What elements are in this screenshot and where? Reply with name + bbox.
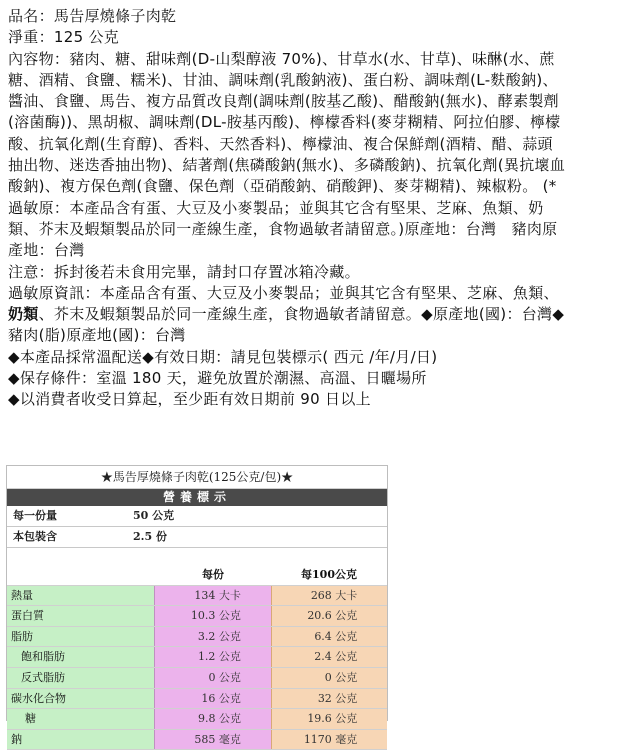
per-serving-cell bbox=[154, 668, 270, 688]
per-serving-cell bbox=[154, 689, 270, 709]
allergen-info bbox=[8, 283, 568, 347]
per-serving-value: 16 公克 bbox=[201, 691, 241, 705]
servings-label: 本包裝含 bbox=[13, 530, 57, 543]
per-serving-cell bbox=[154, 586, 270, 606]
nutrient-name: 反式脂肪 bbox=[7, 668, 154, 688]
per-100-value: 20.6 公克 bbox=[307, 609, 358, 623]
per-serving-value: 1.2 公克 bbox=[197, 650, 241, 664]
col-per-100: 每100公克 bbox=[271, 565, 387, 585]
per-100-cell bbox=[271, 627, 387, 647]
table-row bbox=[7, 606, 387, 627]
per-100-cell bbox=[271, 647, 387, 667]
per-100-value: 32 公克 bbox=[317, 691, 358, 705]
per-serving-value: 134 大卡 bbox=[194, 588, 241, 602]
serving-size-label: 每一份量 bbox=[13, 509, 57, 522]
per-serving-cell bbox=[154, 606, 270, 626]
per-100-value: 1170 毫克 bbox=[303, 732, 358, 746]
per-serving-cell bbox=[154, 627, 270, 647]
per-100-cell bbox=[271, 668, 387, 688]
per-serving-cell bbox=[154, 709, 270, 729]
notice: 注意：拆封後若未食用完畢，請封口存置冰箱冷藏。 bbox=[8, 262, 360, 281]
table-row bbox=[7, 586, 387, 607]
serving-size-value: 50 公克 bbox=[133, 509, 175, 522]
nutrient-name: 鈉 bbox=[7, 730, 154, 750]
allergen-bold: 奶類 bbox=[8, 305, 39, 324]
table-row bbox=[7, 730, 387, 750]
nutrition-rows bbox=[7, 586, 387, 750]
per-serving-value: 3.2 公克 bbox=[197, 629, 241, 643]
per-serving-cell bbox=[154, 730, 270, 750]
nutrient-name: 脂肪 bbox=[7, 627, 154, 647]
nutrient-name: 蛋白質 bbox=[7, 606, 154, 626]
table-row bbox=[7, 709, 387, 730]
storage-conditions: ◆保存條件：室溫 180 天，避免放置於潮濕、高溫、日曬場所 bbox=[8, 369, 427, 388]
per-serving-cell bbox=[154, 647, 270, 667]
servings-row bbox=[7, 527, 387, 548]
table-row bbox=[7, 627, 387, 648]
nutrient-name: 飽和脂肪 bbox=[7, 647, 154, 667]
serving-size-row bbox=[7, 506, 387, 527]
nutrition-table bbox=[7, 565, 387, 750]
per-100-value: 268 大卡 bbox=[310, 588, 358, 602]
per-100-cell bbox=[271, 586, 387, 606]
nutrient-name: 熱量 bbox=[7, 586, 154, 606]
per-100-cell bbox=[271, 606, 387, 626]
storage-delivery: ◆本產品採常溫配送◆有效日期：請見包裝標示( 西元 /年/月/日) bbox=[8, 347, 438, 366]
per-serving-value: 9.8 公克 bbox=[197, 712, 241, 726]
per-100-cell bbox=[271, 689, 387, 709]
table-row bbox=[7, 668, 387, 689]
col-per-serving: 每份 bbox=[155, 565, 271, 585]
product-name: 品名：馬告厚燒條子肉乾 bbox=[8, 7, 177, 25]
per-100-value: 19.6 公克 bbox=[307, 712, 358, 726]
per-100-value: 6.4 公克 bbox=[314, 629, 358, 643]
table-header-row bbox=[7, 565, 387, 586]
nutrition-header: 營養標示 bbox=[7, 489, 387, 506]
product-info bbox=[8, 6, 568, 411]
header-blank bbox=[7, 565, 155, 585]
table-row bbox=[7, 647, 387, 668]
nutrient-name: 碳水化合物 bbox=[7, 689, 154, 709]
allergen-text-a: 過敏原資訊：本產品含有蛋、大豆及小麥製品；並與其它含有堅果、芝麻、魚類、 bbox=[8, 283, 559, 302]
per-100-cell bbox=[271, 730, 387, 750]
net-weight: 淨重：125 公克 bbox=[8, 28, 120, 47]
ingredients: 內容物：豬肉、糖、甜味劑(D-山梨醇液 70%)、甘草水(水、甘草)、味醂(水、蔗糖、酒精、食鹽、糯米)、甘油、調味劑(乳酸鈉液)、蛋白粉、調味劑(L-麩酸鈉)、醬油、食鹽、馬告、複方品質改良劑(調味劑(胺基乙酸)、醋酸鈉(無水)、酵素製劑(溶菌酶))、黑胡椒、調味劑(DL-胺基丙酸)、檸檬香料(麥芽糊精、阿拉伯膠、檸檬酸、抗氧化劑(生育醇)、香料、天然香料)、檸檬油、複合保鮮劑(酒精、醋、蒜頭抽出物、迷迭香抽出物)、結著劑(焦磷酸鈉(無水)、多磷酸鈉)、抗氧化劑(異抗壞血酸鈉)、複方保色劑(食鹽、保色劑（亞硝酸鈉、硝酸鉀)、麥芽糊精)、辣椒粉。 (*過敏原：本產品含有蛋、大豆及小麥製品；並與其它含有堅果、芝麻、魚類、奶類、芥末及蝦類製品於同一產線生產，食物過敏者請留意。)原產地：台灣 豬肉原產地：台灣 bbox=[8, 49, 566, 260]
allergen-text-b: 、芥末及蝦類製品於同一產線生產，食物過敏者請留意。◆原產地(國)：台灣◆豬肉(脂)原產地(國)：台灣 bbox=[8, 305, 565, 345]
nutrition-label bbox=[6, 465, 388, 746]
nutrient-name: 糖 bbox=[7, 709, 154, 729]
shelf-life: ◆以消費者收受日算起，至少距有效日期前 90 日以上 bbox=[8, 390, 371, 409]
nutrition-title: ★馬告厚燒條子肉乾(125公克/包)★ bbox=[7, 466, 387, 489]
per-100-value: 2.4 公克 bbox=[314, 650, 358, 664]
per-100-cell bbox=[271, 709, 387, 729]
per-serving-value: 10.3 公克 bbox=[190, 609, 241, 623]
per-serving-value: 585 毫克 bbox=[194, 732, 241, 746]
table-row bbox=[7, 689, 387, 710]
servings-value: 2.5 份 bbox=[133, 530, 167, 543]
per-100-value: 0 公克 bbox=[324, 670, 358, 684]
per-serving-value: 0 公克 bbox=[208, 670, 241, 684]
